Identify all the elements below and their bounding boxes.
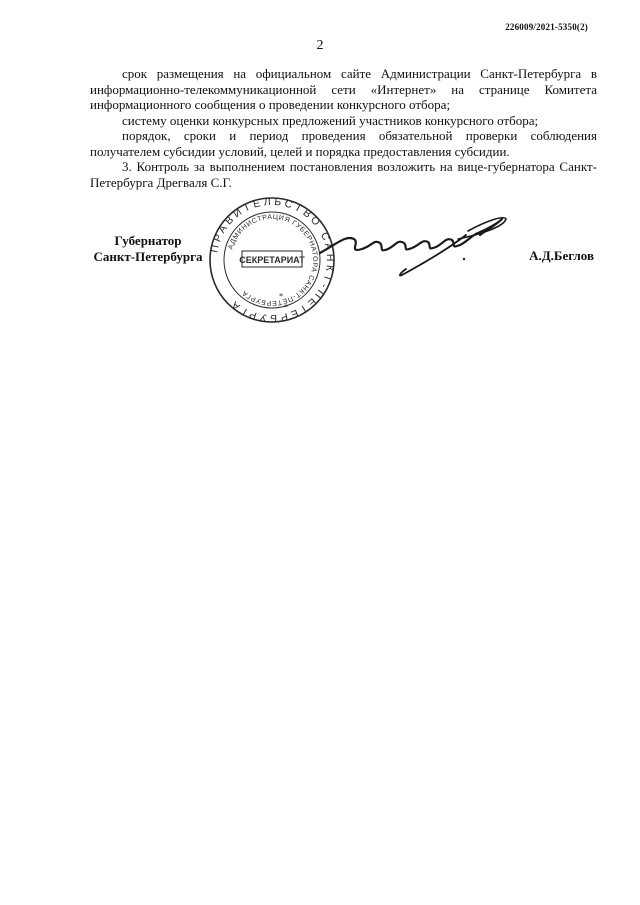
stamp-center-text: СЕКРЕТАРИАТ: [239, 255, 305, 265]
document-registration-number: 226009/2021-5350(2): [505, 22, 588, 32]
document-body: [90, 66, 597, 190]
signatory-name: А.Д.Беглов: [529, 248, 594, 263]
stamp-asterisk-bottom: *: [284, 303, 288, 312]
paragraph-control-clause: 3. Контроль за выполнением постановления возложить на вице-губернатора Санкт-Петербурга Дрегваля С.Г.: [90, 159, 597, 190]
stamp-asterisk-top: *: [279, 292, 283, 301]
paragraph-evaluation-system: систему оценки конкурсных предложений участников конкурсного отбора;: [122, 112, 539, 128]
paragraph-verification-procedure: порядок, сроки и период проведения обязательной проверки соблюдения получателем субсидии условий, целей и порядка предоставления субсидии.: [90, 128, 597, 159]
stamp-outer-text: ПРАВИТЕЛЬСТВО САНКТ-ПЕТЕРБУРГА: [208, 196, 336, 324]
page-number: 2: [316, 38, 324, 53]
signatory-title-line2: Санкт-Петербурга: [93, 249, 203, 264]
official-seal-stamp: [208, 196, 336, 324]
stamp-inner-text: АДМИНИСТРАЦИЯ ГУБЕРНАТОРА САНКТ-ПЕТЕРБУРГА: [227, 213, 319, 307]
paragraph-placement-term: срок размещения на официальном сайте Администрации Санкт-Петербурга в информационно-телекоммуникационной сети «Интернет» на странице Комитета информационного сообщения о проведении конкурсного отбора;: [90, 66, 597, 112]
signatory-title-line1: Губернатор: [114, 233, 182, 248]
signatory-title: [88, 233, 208, 265]
handwritten-signature: [318, 205, 508, 280]
